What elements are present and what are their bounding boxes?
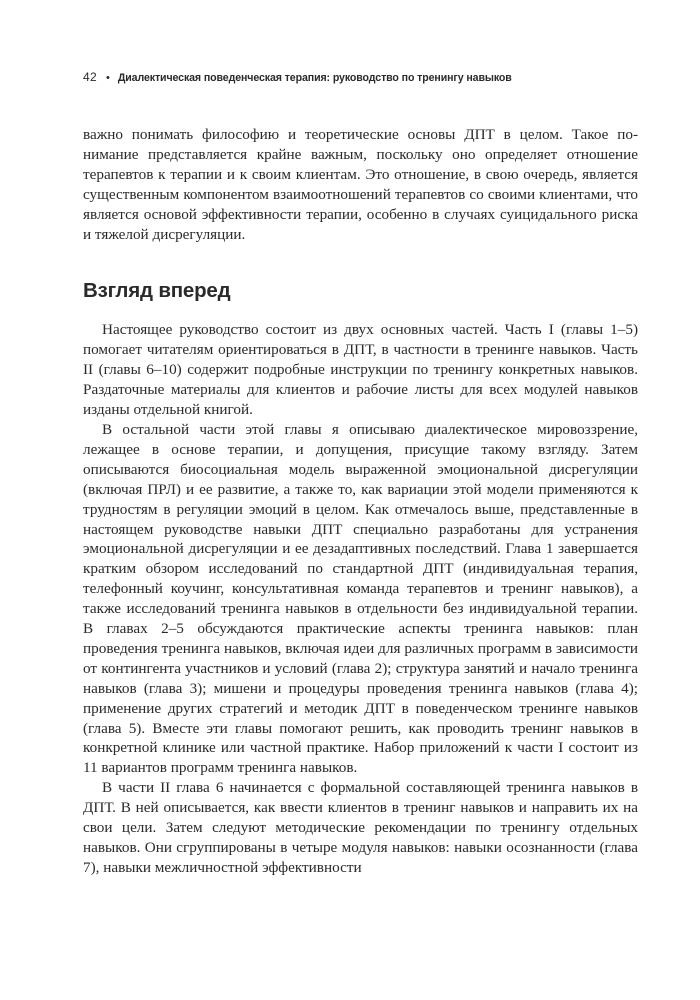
book-title: Диалектическая поведенческая терапия: руководство по тренингу навыков [117,72,512,84]
paragraph-chapter-summary: В остальной части этой главы я описываю диалектическое мировоззрение, лежащее в основе терапии, и допущения, присущие такому взгляду. Затем описываются биосоциальная модель выраженной эмоциональной дисрегуляции (включая ПРЛ) и ее развитие, а также то, как вариации этой модели применяются к трудностям в регуляции эмоций в целом. Как отмечалось выше, представленные в настоящем руководстве навыки ДПТ специально разработаны для устранения эмоциональной дисрегуляции и ее дезадаптивных последствий. Глава 1 завершается кратким обзором исследований по стандартной ДПТ (индивидуальная терапия, телефонный коучинг, консультативная команда терапевтов и тренинг навыков), а также исследований тренинга навыков в отдельности без индивидуальной терапии. В главах 2–5 обсуждаются практические аспекты тренинга навыков: план проведения тренинга навыков, включая идеи для различных программ в зависимости от контингента участников и условий (глава 2); структура занятий и начало тренинга навыков (глава 3); мишени и процедуры проведения тренинга навыков (глава 4); применение других стратегий и методик ДПТ в поведенческом тренинге навыков (глава 5). Вместе эти главы помогают решить, как проводить тренинг навыков в конкретной клинике или частной практике. Набор приложений к части I состоит из 11 вариантов программ тренинга навыков. [83,420,638,777]
paragraph-continued: важно понимать философию и теоретические основы ДПТ в целом. Такое понимание представляется крайне важным, поскольку оно определяет отношение терапевтов к терапии и к своим клиентам. Это отношение, в свою очередь, является существенным компонентом взаимоотношений терапевтов со своими клиентами, что является основой эффективности терапии, особенно в случаях суицидального риска и тяжелой дисрегуляции. [83,126,638,243]
page-number: 42 [83,70,97,84]
section-heading: Взгляд вперед [83,279,231,303]
book-page [83,68,638,878]
paragraph-overview: Настоящее руководство состоит из двух основных частей. Часть I (главы 1–5) помогает читателям ориентироваться в ДПТ, в частности в тренинге навыков. Часть II (главы 6–10) содержит подробные инструкции по тренингу конкретных навыков. Раздаточные материалы для клиентов и рабочие листы для всех модулей навыков изданы отдельной книгой. [83,321,638,419]
bullet-separator: • [105,72,110,84]
paragraph-part-two: В части II глава 6 начинается с формальной составляющей тренинга навыков в ДПТ. В ней описывается, как ввести клиентов в тренинг навыков и направить их на свои цели. Затем следуют методические рекомендации по тренингу отдельных навыков. Они сгруппированы в четыре модуля навыков: навыки осознанности (глава 7), навыки межличностной эффективности [83,779,638,876]
running-head [83,68,638,87]
